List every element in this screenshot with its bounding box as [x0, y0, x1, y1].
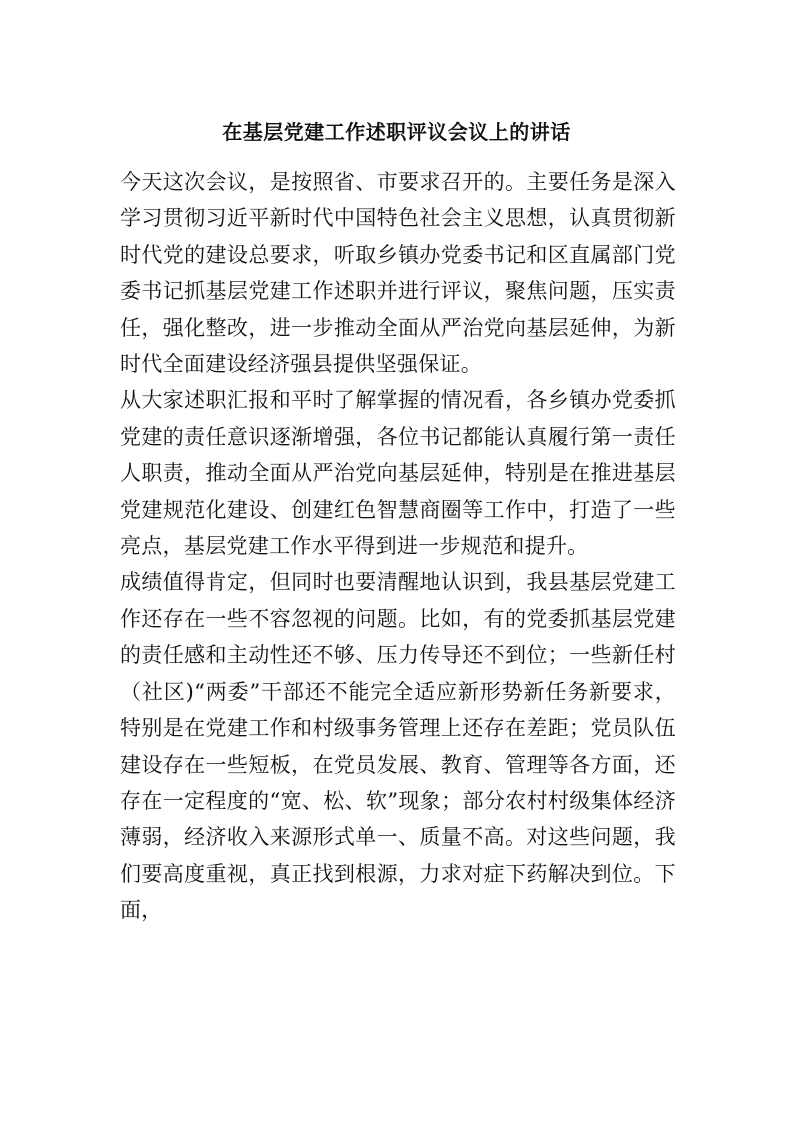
paragraph-3: 成绩值得肯定，但同时也要清醒地认识到，我县基层党建工作还存在一些不容忽视的问题。比如，有的党委抓基层党建的责任感和主动性还不够、压力传导还不到位；一些新任村（社区)“两委”干部还不能完全适应新形势新任务新要求，特别是在党建工作和村级事务管理上还存在差距；党员队伍建设存在一些短板，在党员发展、教育、管理等各方面，还存在一定程度的“宽、松、软”现象；部分农村村级集体经济薄弱，经济收入来源形式单一、质量不高。对这些问题，我们要高度重视，真正找到根源，力求对症下药解决到位。下面， — [120, 570, 676, 923]
document-title: 在基层党建工作述职评议会议上的讲话 — [222, 120, 571, 144]
paragraph-1: 今天这次会议，是按照省、市要求召开的。主要任务是深入学习贯彻习近平新时代中国特色社会主义思想，认真贯彻新时代党的建设总要求，听取乡镇办党委书记和区直属部门党委书记抓基层党建工作述职并进行评议，聚焦问题，压实责任，强化整改，进一步推动全面从严治党向基层延伸，为新时代全面建设经济强县提供坚强保证。 — [120, 170, 676, 377]
document-body — [120, 164, 676, 929]
paragraph-2: 从大家述职汇报和平时了解掌握的情况看，各乡镇办党委抓党建的责任意识逐渐增强，各位书记都能认真履行第一责任人职责，推动全面从严治党向基层延伸，特别是在推进基层党建规范化建设、创建红色智慧商圈等工作中，打造了一些亮点，基层党建工作水平得到进一步规范和提升。 — [120, 388, 676, 559]
